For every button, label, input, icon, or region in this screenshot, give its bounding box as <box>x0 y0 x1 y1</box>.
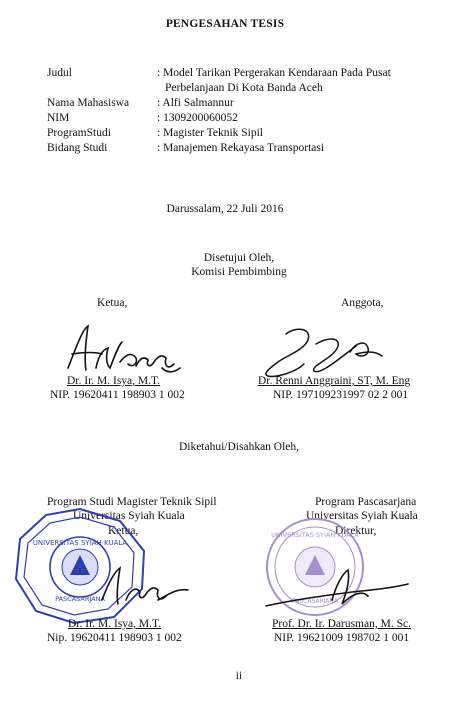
ketua-prodi-nip: Nip. 19620411 198903 1 002 <box>47 632 182 644</box>
anggota-signature <box>256 322 396 380</box>
page-title: PENGESAHAN TESIS <box>165 18 285 30</box>
ketua-prodi-signature <box>96 560 196 610</box>
field-label-bidang: Bidang Studi <box>47 142 108 154</box>
approved-by: Disetujui Oleh, <box>203 252 275 264</box>
svg-text:PASCASARJANA: PASCASARJANA <box>292 598 338 605</box>
anggota-nip: NIP. 197109231997 02 2 001 <box>273 389 409 401</box>
field-value-nama: : Alfi Salmannur <box>157 97 234 109</box>
svg-text:PASCASARJANA: PASCASARJANA <box>55 595 105 603</box>
direktur-name: Prof. Dr. Ir. Darusman, M. Sc. <box>272 618 411 630</box>
field-value-judul: : Model Tarikan Pergerakan Kendaraan Pada Pusat <box>157 67 391 79</box>
anggota-name: Dr. Renni Anggraini, ST, M. Eng <box>258 375 411 387</box>
left-unit-1: Program Studi Magister Teknik Sipil <box>47 496 217 508</box>
committee-label: Komisi Pembimbing <box>191 266 287 278</box>
known-by: Diketahui/Disahkan Oleh, <box>178 441 300 453</box>
field-value-prodi: : Magister Teknik Sipil <box>157 127 263 139</box>
svg-text:UNIVERSITAS SYIAH KUALA: UNIVERSITAS SYIAH KUALA <box>271 531 359 539</box>
field-value-nim: : 1309200060052 <box>157 112 238 124</box>
field-value-bidang: : Manajemen Rekayasa Transportasi <box>157 142 325 154</box>
field-label-nama: Nama Mahasiswa <box>47 97 130 109</box>
right-unit-1: Program Pascasarjana <box>315 496 417 508</box>
ketua-nip: NIP. 19620411 198903 1 002 <box>50 389 185 401</box>
page-number: ii <box>235 670 243 682</box>
anggota-role: Anggota, <box>341 297 384 309</box>
field-value-judul-cont: Perbelanjaan Di Kota Banda Aceh <box>165 82 323 94</box>
ketua-signature <box>62 318 192 378</box>
field-label-prodi: ProgramStudi <box>47 127 111 139</box>
left-role: Ketua, <box>108 525 139 537</box>
field-label-nim: NIM <box>47 112 70 124</box>
ketua-prodi-name: Dr. Ir. M. Isya, M.T. <box>68 618 162 630</box>
right-unit-2: Universitas Syiah Kuala <box>306 510 418 522</box>
direktur-nip: NIP. 19621009 198702 1 001 <box>274 632 410 644</box>
svg-text:UNIVERSITAS SYIAH KUALA: UNIVERSITAS SYIAH KUALA <box>32 539 128 547</box>
direktur-signature <box>262 560 412 612</box>
field-label-judul: Judul <box>47 67 72 79</box>
left-unit-2: Universitas Syiah Kuala <box>73 510 185 522</box>
ketua-name: Dr. Ir. M. Isya, M.T. <box>67 375 161 387</box>
ketua-role: Ketua, <box>97 297 128 309</box>
right-role: Direktur, <box>335 525 377 537</box>
place-date: Darussalam, 22 Juli 2016 <box>166 203 284 215</box>
